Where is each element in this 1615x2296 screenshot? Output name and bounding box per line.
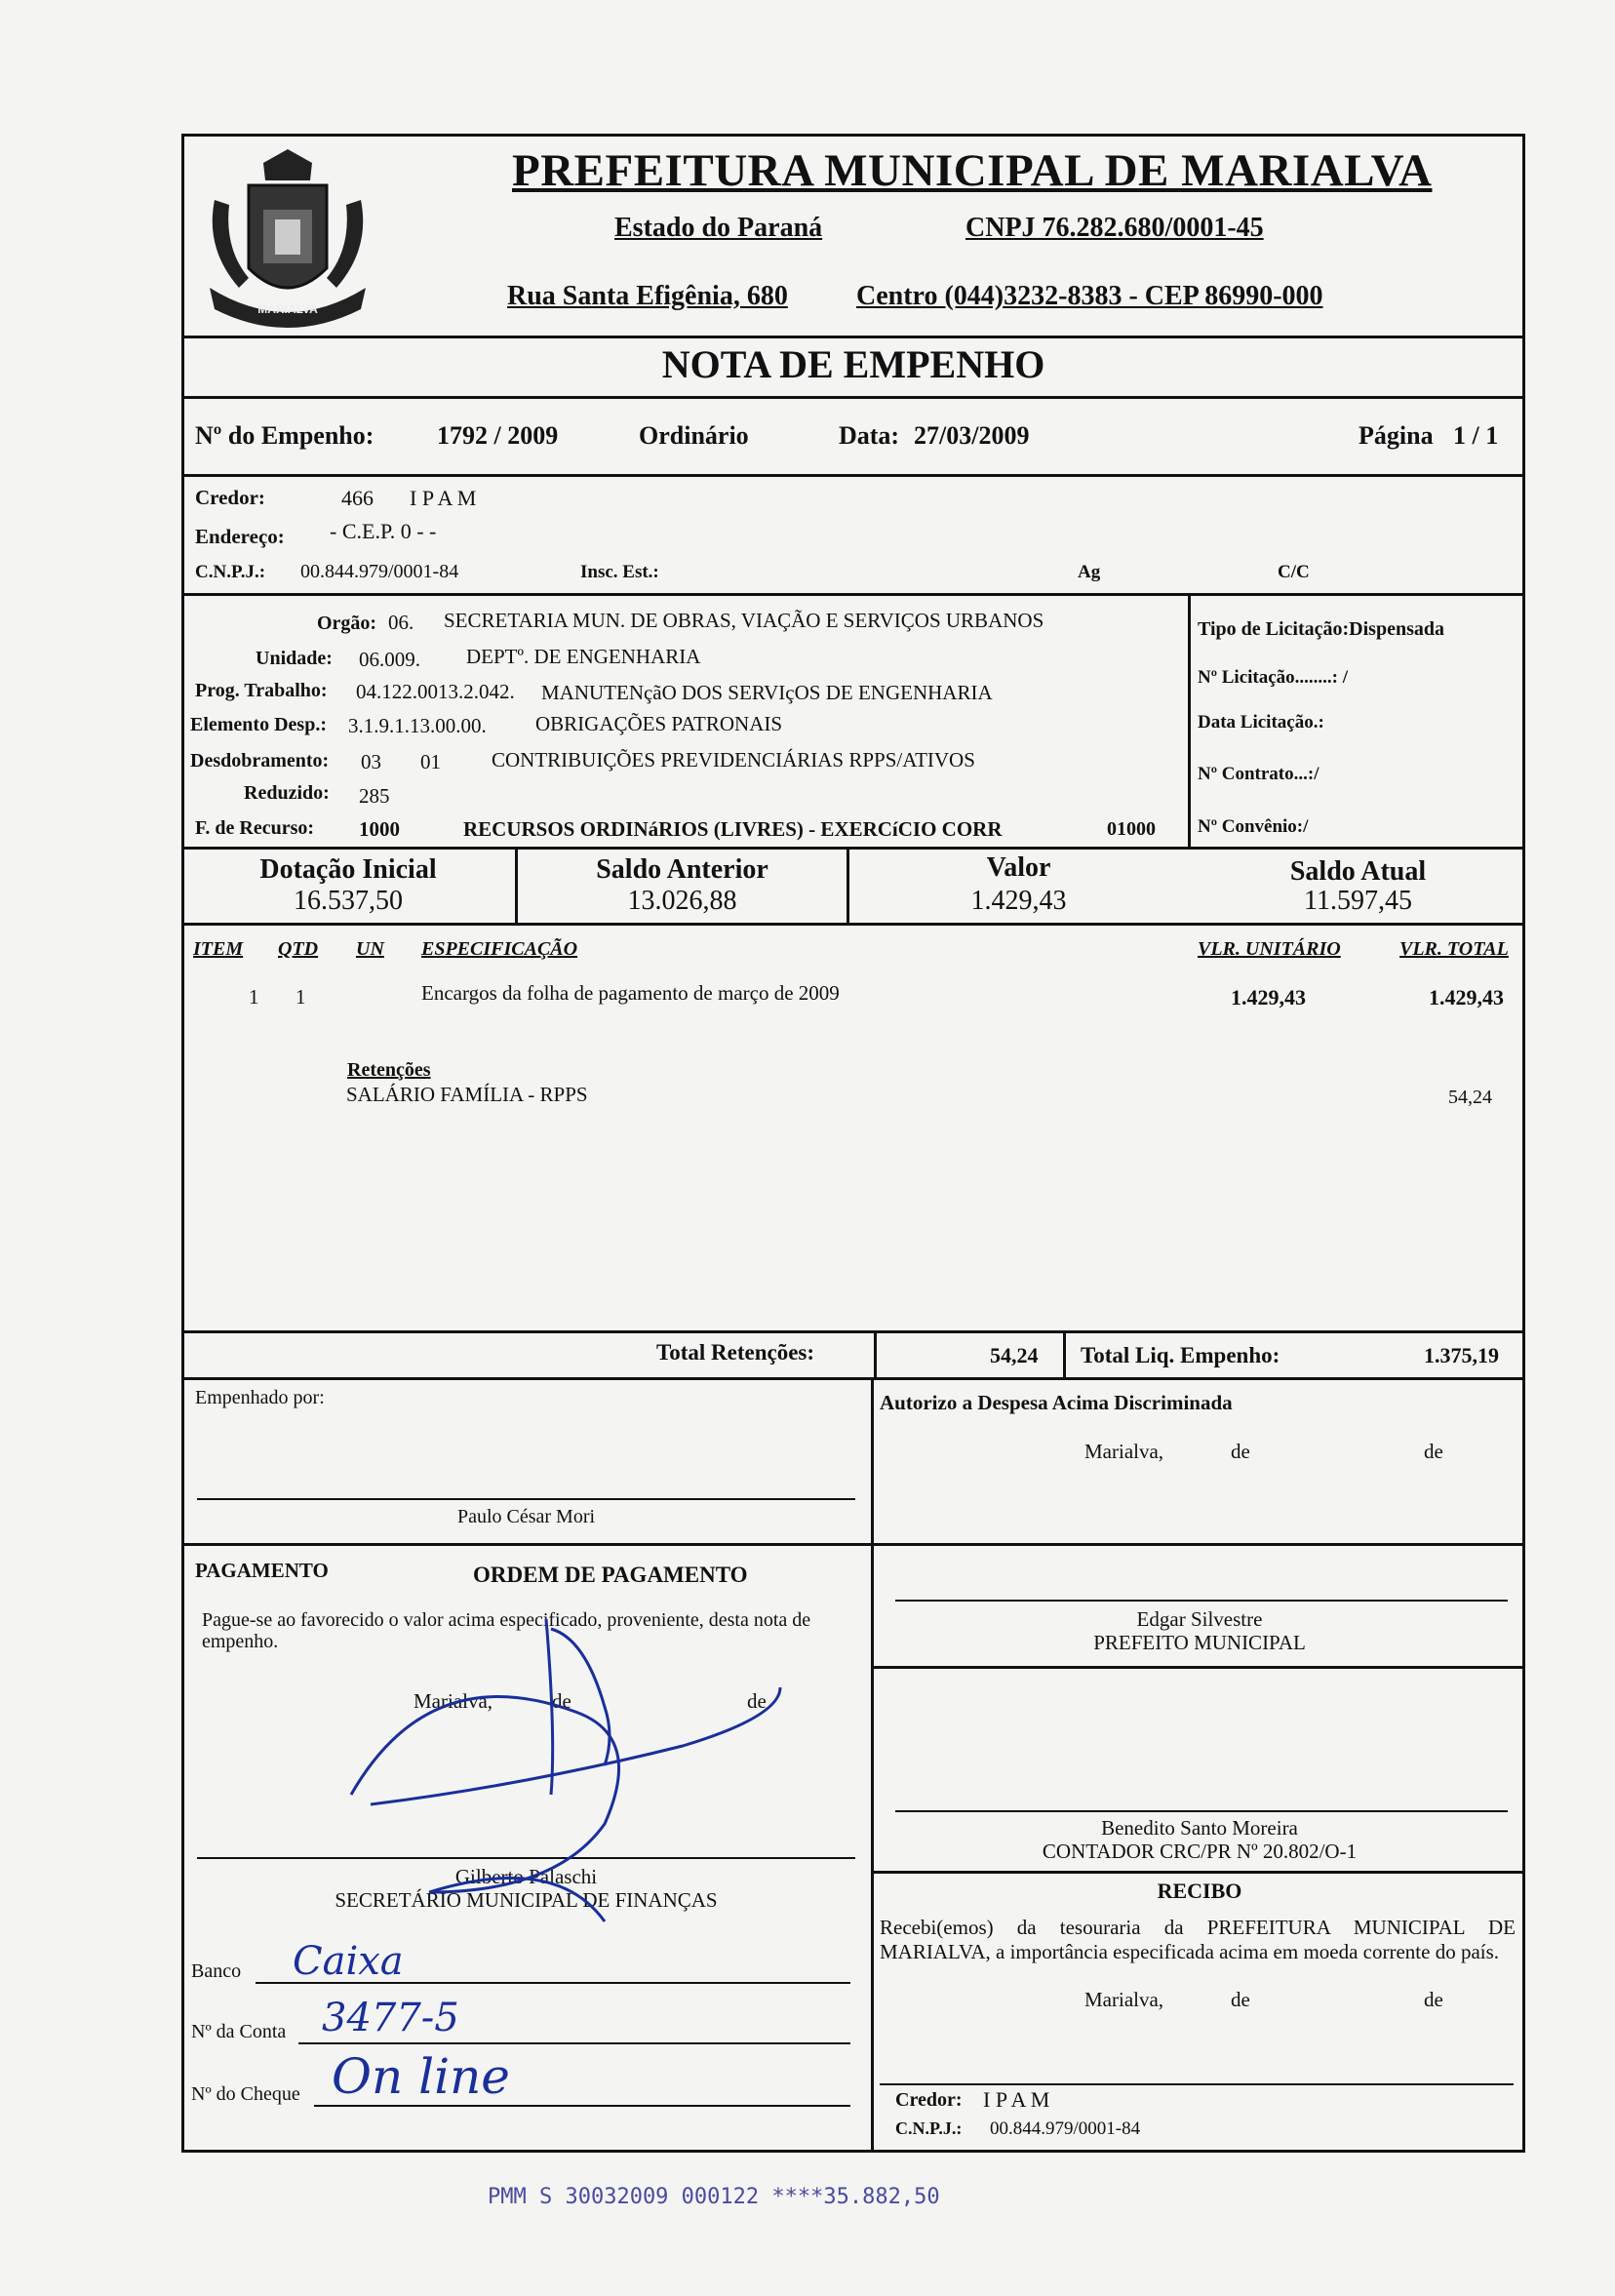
retencao-description: SALÁRIO FAMÍLIA - RPPS <box>346 1083 588 1106</box>
contrato-numero: Nº Contrato...:/ <box>1198 764 1320 784</box>
recibo-cidade: Marialva, <box>1084 1988 1164 2011</box>
empenho-number-label: Nº do Empenho: <box>195 421 374 450</box>
contact-label: Centro (044)3232-8383 - CEP 86990-000 <box>856 281 1323 311</box>
total-retencoes-value: 54,24 <box>990 1343 1039 1367</box>
pagamento-de-1: de <box>552 1689 571 1713</box>
recibo-cnpj-label: C.N.P.J.: <box>895 2118 963 2138</box>
page-number-label: Página <box>1359 421 1434 450</box>
col-header-item: ITEM <box>193 938 244 960</box>
crest-motto: MARIALVA <box>257 302 318 316</box>
credor-cnpj: 00.844.979/0001-84 <box>300 561 459 582</box>
autorizo-de-1: de <box>1231 1440 1250 1463</box>
prog-trabalho-code: 04.122.0013.2.042. <box>356 680 515 703</box>
secretario-cargo: SECRETÁRIO MUNICIPAL DE FINANÇAS <box>335 1888 718 1912</box>
desdobramento-a: 03 <box>361 750 381 773</box>
page-number: 1 / 1 <box>1453 421 1499 450</box>
recibo-texto: Recebi(emos) da tesouraria da PREFEITURA MUNICIPAL DE MARIALVA, a importância especificada acima em moeda corrente do país. <box>880 1916 1516 1963</box>
prog-trabalho-name: MANUTENçãO DOS SERVIçOS DE ENGENHARIA <box>541 681 993 704</box>
banco-label: Banco <box>191 1960 242 1982</box>
recibo-credor: I P A M <box>983 2087 1050 2112</box>
dotacao-inicial-label: Dotação Inicial <box>259 854 437 885</box>
col-header-especificacao: ESPECIFICAÇÃO <box>421 938 578 960</box>
elemento-label: Elemento Desp.: <box>190 714 327 735</box>
conta-corrente-label: C/C <box>1278 562 1310 582</box>
endereco-label: Endereço: <box>195 525 285 548</box>
recibo-credor-label: Credor: <box>895 2089 963 2111</box>
total-liquido-value: 1.375,19 <box>1424 1343 1499 1367</box>
saldo-anterior-label: Saldo Anterior <box>596 854 768 885</box>
saldo-anterior-value: 13.026,88 <box>627 886 737 916</box>
cnpj-label: CNPJ 76.282.680/0001-45 <box>965 213 1264 243</box>
col-header-valor-total: VLR. TOTAL <box>1399 938 1509 960</box>
empenhado-por-label: Empenhado por: <box>195 1387 325 1408</box>
contador-nome: Benedito Santo Moreira <box>1101 1816 1298 1840</box>
page-title: PREFEITURA MUNICIPAL DE MARIALVA <box>512 145 1433 196</box>
licitacao-data: Data Licitação.: <box>1198 712 1324 732</box>
valor-label: Valor <box>986 852 1051 883</box>
autorizo-label: Autorizo a Despesa Acima Discriminada <box>880 1391 1233 1414</box>
elemento-code: 3.1.9.1.13.00.00. <box>348 714 487 737</box>
recurso-label: F. de Recurso: <box>195 817 315 839</box>
elemento-name: OBRIGAÇÕES PATRONAIS <box>535 712 783 735</box>
pagamento-de-2: de <box>747 1689 767 1713</box>
pagamento-cidade: Marialva, <box>414 1689 493 1713</box>
licitacao-numero: Nº Licitação........: / <box>1198 667 1349 688</box>
address-label: Rua Santa Efigênia, 680 <box>507 281 788 311</box>
prefeito-nome: Edgar Silvestre <box>1136 1607 1263 1631</box>
licitacao-tipo: Tipo de Licitação:Dispensada <box>1198 618 1444 640</box>
empenho-date: 27/03/2009 <box>914 421 1030 450</box>
item-qtd: 1 <box>295 985 306 1009</box>
empenho-number: 1792 / 2009 <box>437 421 559 450</box>
recibo-de-2: de <box>1424 1988 1443 2011</box>
document-title: NOTA DE EMPENHO <box>661 342 1045 386</box>
agencia-label: Ag <box>1078 562 1101 582</box>
recibo-cnpj: 00.844.979/0001-84 <box>990 2118 1141 2139</box>
orgao-name: SECRETARIA MUN. DE OBRAS, VIAÇÃO E SERVIÇOS URBANOS <box>444 609 1044 632</box>
dotacao-inicial-value: 16.537,50 <box>294 886 403 916</box>
unidade-code: 06.009. <box>359 648 420 671</box>
item-total-value: 1.429,43 <box>1429 985 1504 1009</box>
empenho-date-label: Data: <box>839 421 900 450</box>
credor-cnpj-label: C.N.P.J.: <box>195 562 266 582</box>
conta-value: 3477-5 <box>322 1996 459 2040</box>
municipal-crest <box>195 141 380 332</box>
saldo-atual-value: 11.597,45 <box>1304 886 1412 916</box>
insc-est-label: Insc. Est.: <box>580 562 659 582</box>
credor-code: 466 <box>341 486 374 510</box>
empenho-type: Ordinário <box>639 421 749 450</box>
desdobramento-name: CONTRIBUIÇÕES PREVIDENCIÁRIAS RPPS/ATIVOS <box>492 748 975 772</box>
endereco-value: - C.E.P. 0 - - <box>330 519 437 543</box>
credor-name: I P A M <box>410 486 477 510</box>
prog-trabalho-label: Prog. Trabalho: <box>195 680 328 701</box>
retencoes-label: Retenções <box>347 1059 431 1081</box>
recurso-number: 01000 <box>1107 818 1156 840</box>
reduzido-value: 285 <box>359 784 390 808</box>
orgao-label: Orgão: <box>317 613 377 634</box>
reduzido-label: Reduzido: <box>244 782 330 804</box>
secretario-nome: Gilberto Palaschi <box>454 1865 598 1888</box>
banco-value: Caixa <box>293 1939 404 1984</box>
credor-label: Credor: <box>195 486 265 509</box>
pagamento-label: PAGAMENTO <box>195 1559 329 1582</box>
convenio-numero: Nº Convênio:/ <box>1198 816 1309 837</box>
unidade-name: DEPTº. DE ENGENHARIA <box>466 645 701 668</box>
recurso-code: 1000 <box>359 817 400 841</box>
contador-cargo: CONTADOR CRC/PR Nº 20.802/O-1 <box>1042 1840 1358 1863</box>
retencao-value: 54,24 <box>1448 1087 1492 1108</box>
cheque-label: Nº do Cheque <box>191 2083 300 2105</box>
prefeito-cargo: PREFEITO MUNICIPAL <box>1093 1631 1306 1654</box>
desdobramento-label: Desdobramento: <box>190 750 330 772</box>
item-description: Encargos da folha de pagamento de março de 2009 <box>421 981 840 1005</box>
ordem-pagamento-label: ORDEM DE PAGAMENTO <box>473 1563 748 1587</box>
item-number: 1 <box>249 985 259 1009</box>
saldo-atual-label: Saldo Atual <box>1289 856 1427 887</box>
col-header-un: UN <box>356 938 384 960</box>
recibo-label: RECIBO <box>1157 1879 1242 1903</box>
total-retencoes-label: Total Retenções: <box>656 1340 815 1365</box>
valor-value: 1.429,43 <box>970 886 1067 916</box>
validation-stamp: PMM S 30032009 000122 ****35.882,50 <box>488 2185 940 2209</box>
item-unit-value: 1.429,43 <box>1231 985 1306 1009</box>
unidade-label: Unidade: <box>256 648 333 669</box>
state-label: Estado do Paraná <box>614 213 823 243</box>
recurso-name: RECURSOS ORDINáRIOS (LIVRES) - EXERCíCIO CORR <box>463 817 1003 841</box>
col-header-qtd: QTD <box>278 938 319 960</box>
orgao-code: 06. <box>388 611 414 634</box>
col-header-valor-unitario: VLR. UNITÁRIO <box>1198 938 1341 960</box>
autorizo-cidade: Marialva, <box>1084 1440 1164 1463</box>
conta-label: Nº da Conta <box>191 2021 287 2042</box>
recibo-de-1: de <box>1231 1988 1250 2011</box>
desdobramento-b: 01 <box>420 750 441 773</box>
pagamento-texto: Pague-se ao favorecido o valor acima especificado, proveniente, desta nota de empenho. <box>202 1609 811 1652</box>
empenhado-por-nome: Paulo César Mori <box>456 1506 596 1527</box>
total-liquido-label: Total Liq. Empenho: <box>1081 1343 1280 1367</box>
cheque-value: On line <box>332 2048 510 2105</box>
autorizo-de-2: de <box>1424 1440 1443 1463</box>
